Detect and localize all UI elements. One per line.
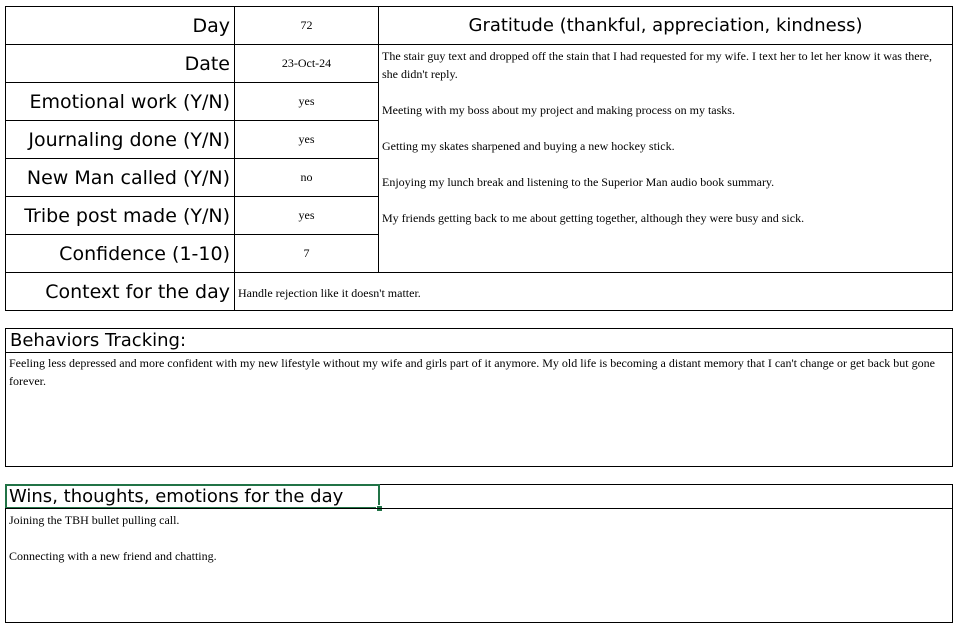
gratitude-item: My friends getting back to me about getting together, although they were busy and sick. [382,211,805,225]
gratitude-heading[interactable]: Gratitude (thankful, appreciation, kindness) [378,6,953,45]
wins-box[interactable] [5,508,953,623]
gratitude-list[interactable] [378,44,953,273]
new-man-called-value[interactable]: no [234,158,379,197]
gratitude-item: The stair guy text and dropped off the stain that I had requested for my wife. I text her to let her know it was there, she didn't reply. [382,49,932,81]
tribe-post-value[interactable]: yes [234,196,379,235]
emotional-work-label[interactable]: Emotional work (Y/N) [5,82,235,121]
context-text: Handle rejection like it doesn't matter. [238,286,421,300]
journaling-value[interactable]: yes [234,120,379,159]
day-value[interactable]: 72 [234,6,379,45]
gratitude-item: Enjoying my lunch break and listening to the Superior Man audio book summary. [382,175,775,189]
day-label[interactable]: Day [5,6,235,45]
behaviors-heading[interactable]: Behaviors Tracking: [5,328,953,353]
tribe-post-label[interactable]: Tribe post made (Y/N) [5,196,235,235]
new-man-called-label[interactable]: New Man called (Y/N) [5,158,235,197]
context-label[interactable]: Context for the day [5,272,235,311]
wins-heading[interactable]: Wins, thoughts, emotions for the day [5,484,380,509]
behaviors-text: Feeling less depressed and more confident with my new lifestyle without my wife and girls part of it anymore. My old life is becoming a distant memory that I can't change or get back but gone forever. [9,356,935,388]
gratitude-item: Getting my skates sharpened and buying a new hockey stick. [382,139,675,153]
date-label[interactable]: Date [5,44,235,83]
emotional-work-value[interactable]: yes [234,82,379,121]
gratitude-item: Meeting with my boss about my project and making process on my tasks. [382,103,735,117]
date-value[interactable]: 23-Oct-24 [234,44,379,83]
context-value[interactable] [234,272,953,311]
journaling-label[interactable]: Journaling done (Y/N) [5,120,235,159]
wins-line: Joining the TBH bullet pulling call. [9,513,180,527]
behaviors-box[interactable] [5,352,953,467]
wins-line: Connecting with a new friend and chatting. [9,549,217,563]
confidence-label[interactable]: Confidence (1-10) [5,234,235,273]
confidence-value[interactable]: 7 [234,234,379,273]
